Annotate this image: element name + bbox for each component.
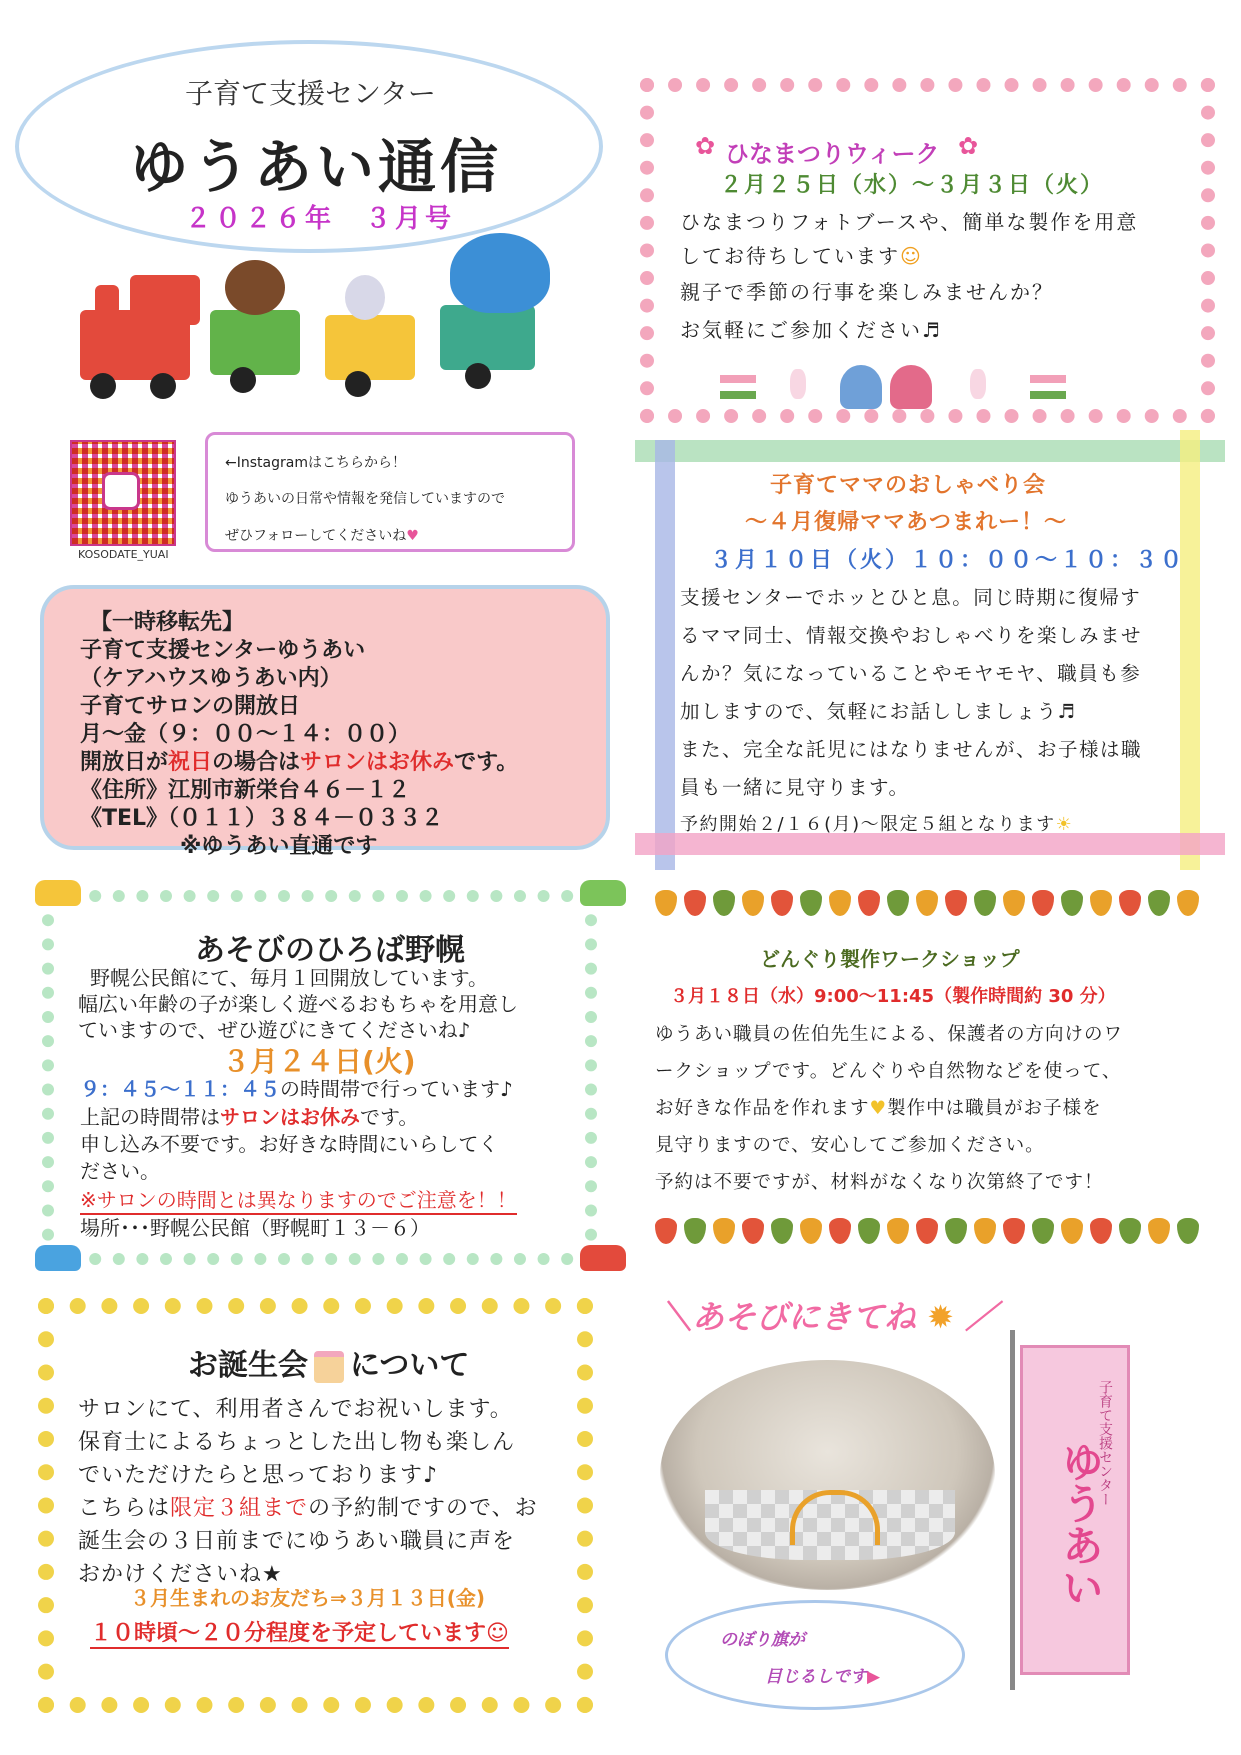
mama-talk-title: 子育てママのおしゃべり会 xyxy=(770,473,1047,498)
acorn-icon xyxy=(829,1218,851,1244)
birthday-text: 保育士によるちょっとした出し物も楽しん xyxy=(78,1430,516,1455)
mama-talk-text: 支援センターでホッとひと息。同じ時期に復帰す xyxy=(680,586,1142,609)
acorn-icon xyxy=(800,1218,822,1244)
mama-talk-text: また、完全な託児にはなりませんが、お子様は職 xyxy=(680,738,1143,761)
acorn-icon xyxy=(945,890,967,916)
odairi-sama-doll xyxy=(840,365,882,409)
acorn-workshop-text: お好きな作品を作れます♥製作中は職員がお子様を xyxy=(655,1098,1102,1119)
cab xyxy=(130,275,200,325)
acorn-icon xyxy=(1177,1218,1199,1244)
newsletter-title: ゆうあい通信 xyxy=(130,133,503,201)
hinamatsuri-title: ひなまつりウィーク xyxy=(725,140,940,168)
mama-talk-reservation: 予約開始２/１６(月)～限定５組となります☀ xyxy=(680,814,1074,835)
acorn-icon xyxy=(771,890,793,916)
playground-title: あそびのひろば野幌 xyxy=(195,933,465,968)
cake-icon xyxy=(314,1351,344,1383)
lantern-icon xyxy=(790,369,806,399)
speech-bubble-text: 目じるしです▶ xyxy=(765,1667,881,1687)
relocation-phone[interactable]: 《TEL》（０１１）３８４－０３３２ xyxy=(80,806,444,831)
acorn-workshop-text: ークショップです。どんぐりや自然物などを使って、 xyxy=(655,1061,1122,1082)
hina-dolls-illustration xyxy=(720,365,1080,410)
acorn-icon xyxy=(1177,890,1199,916)
smile-icon: ☺ xyxy=(486,1621,509,1646)
acorn-icon xyxy=(1032,890,1054,916)
acorn-icon xyxy=(945,1218,967,1244)
acorn-icon xyxy=(887,1218,909,1244)
heart-icon: ♥ xyxy=(869,1098,888,1119)
acorn-icon xyxy=(1090,1218,1112,1244)
wheel xyxy=(465,363,491,389)
birthday-title: お誕生会 について xyxy=(188,1348,470,1383)
flower-icon: ✿ xyxy=(695,132,716,160)
birthday-text: でいただけたらと思っております♪ xyxy=(78,1463,439,1488)
acorn-icon xyxy=(887,890,909,916)
acorn-icon xyxy=(655,1218,677,1244)
acorn-workshop-date: ３月１８日（水）9:00～11:45（製作時間約 30 分） xyxy=(670,986,1116,1007)
ohina-sama-doll xyxy=(890,365,932,409)
flag-icon: ▶ xyxy=(867,1667,881,1687)
acorn-icon xyxy=(713,890,735,916)
birthday-month-date: ３月生まれのお友だち⇒３月１３日(金) xyxy=(130,1586,486,1610)
acorn-icon xyxy=(1148,890,1170,916)
acorn-workshop-text: ゆうあい職員の佐伯先生による、保護者の方向けのワ xyxy=(655,1024,1124,1045)
frame-stripe-pink xyxy=(635,833,1225,855)
instagram-text: ゆうあいの日常や情報を発信していますので xyxy=(225,491,505,507)
hinamatsuri-date: ２月２５日（水）～３月３日（火） xyxy=(720,173,1105,198)
birthday-text: おかけくださいね★ xyxy=(78,1562,283,1587)
acorn-icon xyxy=(916,890,938,916)
bear-character xyxy=(225,260,285,315)
acorn-icon xyxy=(916,1218,938,1244)
mama-talk-subtitle: ～４月復帰ママあつまれー！～ xyxy=(745,510,1068,535)
hinamatsuri-text: してお待ちしています☺ xyxy=(680,244,923,268)
playground-location: 場所･･･野幌公民館（野幌町１３－６） xyxy=(80,1216,430,1240)
mama-talk-date: ３月１０日（火）１０：００～１０：３０ xyxy=(710,548,1186,573)
playground-text: 申し込み不要です。お好きな時間にいらしてく xyxy=(80,1132,499,1156)
acorn-workshop-text: 予約は不要ですが、材料がなくなり次第終了です！ xyxy=(655,1172,1104,1193)
green-car xyxy=(210,310,300,375)
smile-icon: ☺ xyxy=(900,244,923,268)
lantern-icon xyxy=(970,369,986,399)
train-illustration xyxy=(70,255,630,405)
mama-talk-text: 員も一緒に見守ります。 xyxy=(680,776,910,799)
hinamatsuri-text: 親子で季節の行事を楽しみませんか？ xyxy=(680,280,1054,304)
music-note-icon: ♬ xyxy=(1057,700,1077,723)
acorn-workshop-text: 見守りますので、安心してご参加ください。 xyxy=(655,1135,1045,1156)
playground-text: 幅広い年齢の子が楽しく遊べるおもちゃを用意し xyxy=(78,992,518,1016)
acorn-icon xyxy=(1148,1218,1170,1244)
wheel xyxy=(230,367,256,393)
banner-subtitle: 子育て支援センター xyxy=(1097,1380,1113,1506)
wheel xyxy=(345,371,371,397)
relocation-text: 子育て支援センターゆうあい xyxy=(80,638,366,663)
elephant-character xyxy=(450,233,550,313)
playground-date: ３月２４日(火) xyxy=(222,1045,416,1078)
instagram-text: ぜひフォローしてくださいね♥ xyxy=(225,528,419,544)
playground-text: ていますので、ぜひ遊びにきてくださいね♪ xyxy=(78,1018,471,1042)
sun-icon: ✹ xyxy=(927,1298,954,1336)
mama-talk-text: るママ同士、情報交換やおしゃべりを楽しみませ xyxy=(680,624,1143,647)
playground-text: 野幌公民館にて、毎月１回開放しています。 xyxy=(90,966,488,990)
acorn-icon xyxy=(684,1218,706,1244)
birthday-text: 誕生会の３日前までにゆうあい職員に声を xyxy=(78,1529,516,1554)
rabbit-character xyxy=(345,275,385,320)
green-car-icon xyxy=(580,880,626,906)
acorn-icon xyxy=(655,890,677,916)
sun-icon: ☀ xyxy=(1055,814,1074,835)
acorn-icon xyxy=(1003,1218,1025,1244)
blue-car-icon xyxy=(35,1245,81,1271)
wheel xyxy=(90,373,116,399)
acorn-icon xyxy=(829,890,851,916)
heart-icon: ♥ xyxy=(406,528,419,544)
acorn-icon xyxy=(974,1218,996,1244)
banner-text: ゆうあい xyxy=(1056,1440,1105,1608)
playground-time: ９：４５～１１：４５の時間帯で行っています♪ xyxy=(80,1077,513,1101)
acorn-icon xyxy=(1119,1218,1141,1244)
playground-text: ださい。 xyxy=(80,1159,160,1183)
speech-bubble-text: のぼり旗が xyxy=(720,1630,805,1650)
acorn-icon xyxy=(742,1218,764,1244)
acorn-border-bottom xyxy=(655,1218,1199,1244)
acorn-icon xyxy=(1032,1218,1054,1244)
speech-bubble xyxy=(665,1600,965,1710)
hinamatsuri-text: お気軽にご参加ください♬ xyxy=(680,318,942,342)
header-subtitle: 子育て支援センター xyxy=(185,77,436,110)
hishimochi-icon xyxy=(720,375,756,399)
acorn-workshop-title: どんぐり製作ワークショップ xyxy=(760,947,1020,971)
come-play-heading: ＼あそびにきてね ✹ ／ xyxy=(660,1298,998,1336)
relocation-hours: 月～金（９：００～１４：００） xyxy=(80,722,411,747)
teal-car xyxy=(440,305,535,370)
acorn-icon xyxy=(1119,890,1141,916)
acorn-icon xyxy=(771,1218,793,1244)
engine-chimney xyxy=(95,285,119,315)
mama-talk-text: んか？気になっていることやモヤモヤ、職員も参 xyxy=(680,662,1142,685)
instagram-text: ←Instagramはこちらから！ xyxy=(225,455,406,471)
acorn-icon xyxy=(858,890,880,916)
relocation-heading: 【一時移転先】 xyxy=(90,610,245,635)
wheel xyxy=(150,373,176,399)
acorn-icon xyxy=(800,890,822,916)
birthday-reservation-note: こちらは限定３組までの予約制ですので、お xyxy=(78,1496,538,1521)
relocation-direct-note: ※ゆうあい直通です xyxy=(180,834,378,859)
frame-stripe-green xyxy=(635,440,1225,462)
yellow-car xyxy=(325,315,415,380)
acorn-icon xyxy=(742,890,764,916)
acorn-icon xyxy=(1090,890,1112,916)
acorn-icon xyxy=(974,890,996,916)
frame-stripe-yellow xyxy=(1180,430,1200,870)
yellow-car-icon xyxy=(35,880,81,906)
instagram-icon xyxy=(102,472,140,510)
instagram-account-label: KOSODATE_YUAI xyxy=(78,548,169,561)
issue-date: ２０２６年 ３月号 xyxy=(185,204,456,234)
relocation-text: （ケアハウスゆうあい内） xyxy=(80,666,342,691)
playground-salon-note: 上記の時間帯はサロンはお休みです。 xyxy=(80,1105,419,1129)
flower-icon: ✿ xyxy=(958,132,979,160)
relocation-holiday-note: 開放日が祝日の場合はサロンはお休みです。 xyxy=(80,750,519,775)
red-car-icon xyxy=(580,1245,626,1271)
acorn-icon xyxy=(684,890,706,916)
mama-talk-text: 加しますので、気軽にお話ししましょう♬ xyxy=(680,700,1077,723)
acorn-icon xyxy=(1061,890,1083,916)
frame-stripe-blue xyxy=(655,440,675,870)
hishimochi-icon xyxy=(1030,375,1066,399)
banner-pole xyxy=(1010,1330,1015,1690)
music-note-icon: ♬ xyxy=(922,318,942,342)
acorn-icon xyxy=(713,1218,735,1244)
birthday-time: １０時頃～２０分程度を予定しています☺ xyxy=(90,1616,509,1649)
acorn-icon xyxy=(858,1218,880,1244)
hinamatsuri-text: ひなまつりフォトブースや、簡単な製作を用意 xyxy=(680,210,1139,234)
playground-warning: ※サロンの時間とは異なりますのでご注意を！！ xyxy=(80,1184,517,1215)
relocation-text: 子育てサロンの開放日 xyxy=(80,694,301,719)
birthday-text: サロンにて、利用者さんでお祝いします。 xyxy=(78,1397,513,1422)
relocation-address: 《住所》江別市新栄台４６－１２ xyxy=(80,778,411,803)
acorn-icon xyxy=(1003,890,1025,916)
acorn-icon xyxy=(1061,1218,1083,1244)
acorn-border-top xyxy=(655,890,1199,916)
